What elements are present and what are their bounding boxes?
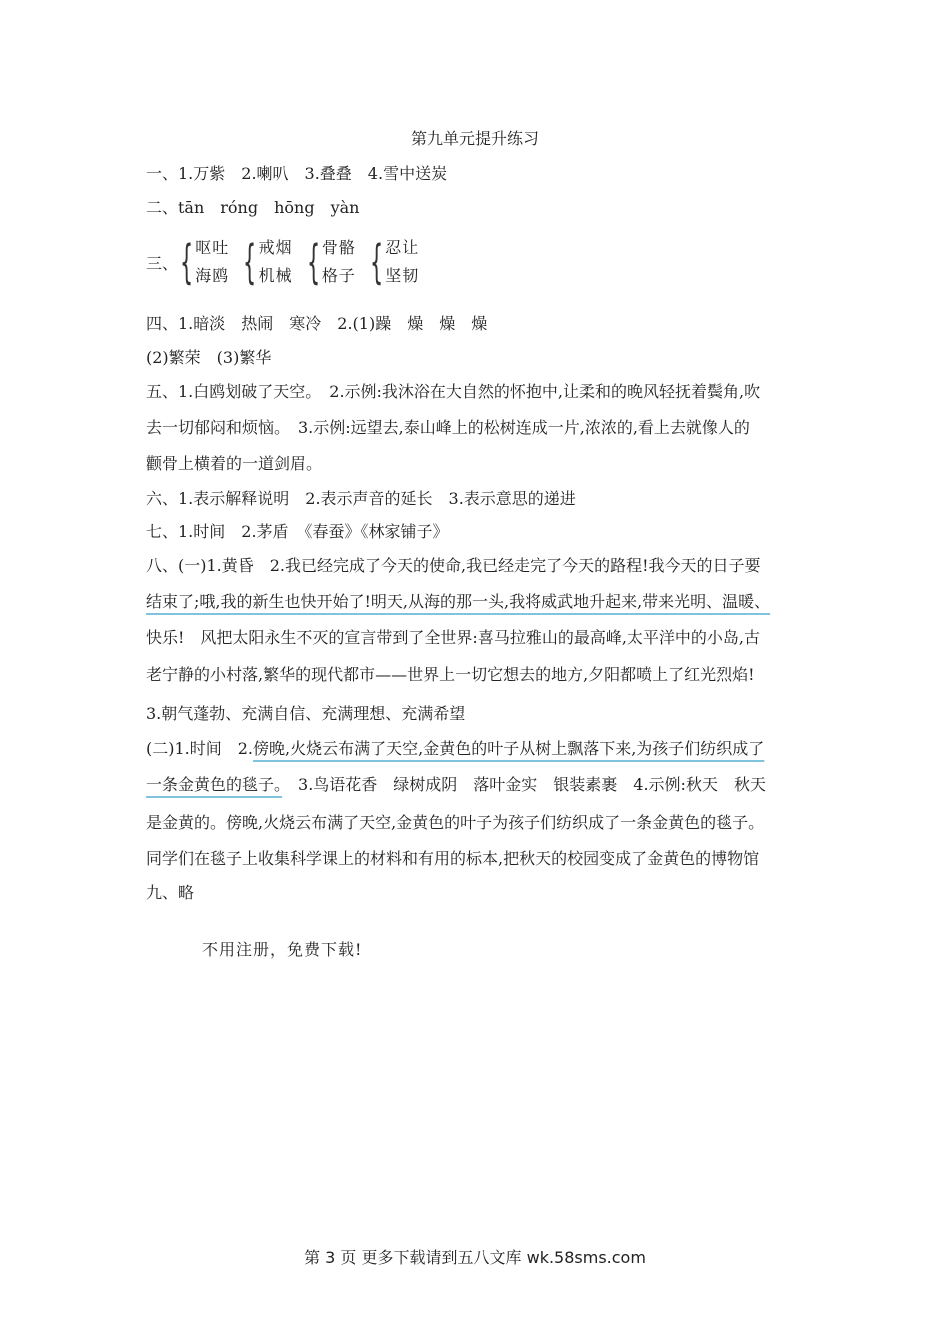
brace-icon: { (180, 235, 194, 289)
word-top: 呕吐 (195, 238, 230, 257)
word-top: 戒烟 (258, 238, 293, 257)
answer-line-8e: 3.朝气蓬勃、充满自信、充满理想、充满希望 (146, 704, 466, 723)
page-title: 第九单元提升练习 (410, 129, 539, 148)
answer-line-8i: 同学们在毯子上收集科学课上的材料和有用的标本,把秋天的校园变成了金黄色的博物馆 (146, 849, 760, 868)
answer-line-1: 一、1.万紫 2.喇叭 3.叠叠 4.雪中送炭 (146, 164, 448, 183)
word-top: 骨骼 (321, 238, 356, 257)
word-pair-4 (368, 234, 419, 290)
answer-line-8f (146, 736, 764, 759)
answer-line-8h: 是金黄的。傍晚,火烧云布满了天空,金黄色的叶子为孩子们纺织成了一条金黄色的毯子。 (146, 813, 765, 832)
answer-line-6: 六、1.表示解释说明 2.表示声音的延长 3.表示意思的递进 (146, 489, 576, 508)
answer-line-8g (146, 772, 766, 795)
answer-line-5a: 五、1.白鸥划破了天空。 2.示例:我沐浴在大自然的怀抱中,让柔和的晚风轻抚着鬓角,吹 (146, 382, 761, 401)
answer-line-8a: 八、(一)1.黄昏 2.我已经完成了今天的使命,我已经走完了今天的路程!我今天的日子要 (146, 556, 761, 575)
word-bottom: 海鸥 (195, 266, 230, 285)
section-3-label: 三、 (146, 253, 179, 273)
answer-line-4a: 四、1.暗淡 热闹 寒冷 2.(1)躁 燥 燥 燥 (146, 314, 488, 333)
word-pair-3 (305, 234, 356, 290)
word-top: 忍让 (385, 238, 420, 257)
answer-line-4b: (2)繁荣 (3)繁华 (146, 348, 272, 367)
download-notice: 不用注册，免费下载! (202, 940, 363, 959)
word-pair-1 (178, 234, 229, 290)
word-bottom: 坚韧 (385, 266, 420, 285)
word-bottom: 格子 (321, 266, 356, 285)
answer-section-3 (146, 234, 431, 290)
page-footer: 第 3 页 更多下载请到五八文库 wk.58sms.com (304, 1248, 646, 1267)
brace-icon: { (243, 235, 257, 289)
answer-line-2: 二、tān róng hōng yàn (146, 198, 360, 217)
answer-line-9: 九、略 (146, 883, 195, 902)
brace-icon: { (369, 235, 384, 289)
brace-icon: { (306, 235, 320, 289)
answer-line-8c: 快乐! 风把太阳永生不灭的宣言带到了全世界:喜马拉雅山的最高峰,太平洋中的小岛,古 (146, 628, 760, 647)
word-pair-2 (241, 234, 292, 290)
answer-line-8b: 结束了;哦,我的新生也快开始了!明天,从海的那一头,我将威武地升起来,带来光明、温暖、 (146, 592, 771, 611)
answer-line-8d: 老宁静的小村落,繁华的现代都市——世界上一切它想去的地方,夕阳都喷上了红光烈焰! (146, 665, 755, 684)
answer-line-8f-prefix: (二)1.时间 2. (146, 739, 254, 758)
word-bottom: 机械 (258, 266, 293, 285)
underlined-answer-text: 傍晚,火烧云布满了天空,金黄色的叶子从树上飘落下来,为孩子们纺织成了 (253, 739, 765, 758)
underlined-answer-text: 一条金黄色的毯子。 (146, 775, 283, 794)
answer-line-8g-rest: 3.鸟语花香 绿树成阴 落叶金实 银装素裹 4.示例:秋天 秋天 (282, 775, 766, 794)
answer-line-5b: 去一切郁闷和烦恼。 3.示例:远望去,泰山峰上的松树连成一片,浓浓的,看上去就像人的 (146, 418, 750, 437)
answer-line-7: 七、1.时间 2.茅盾 《春蚕》《林家铺子》 (146, 522, 449, 541)
answer-line-5c: 颧骨上横着的一道剑眉。 (146, 454, 323, 473)
